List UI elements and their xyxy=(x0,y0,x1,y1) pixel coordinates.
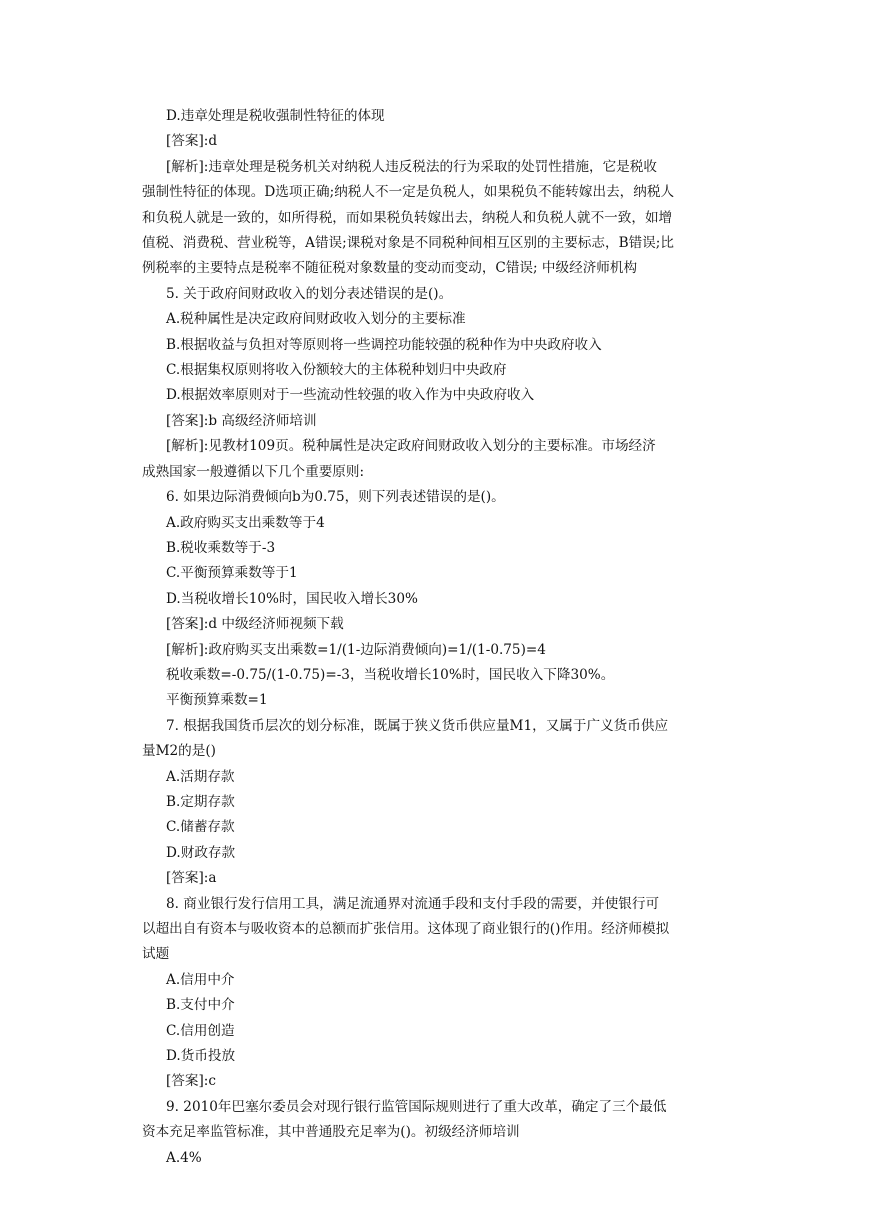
text-line: 税收乘数=-0.75/(1-0.75)=-3，当税收增长10%时，国民收入下降30%。 xyxy=(166,666,615,683)
text-line: C.根据集权原则将收入份额较大的主体税种划归中央政府 xyxy=(166,362,507,379)
text-line: 例税率的主要特点是税率不随征税对象数量的变动而变动，C错误; 中级经济师机构 xyxy=(142,260,638,277)
text-line: [答案]:d xyxy=(166,133,218,150)
text-line: D.财政存款 xyxy=(166,844,236,861)
text-line: 试题 xyxy=(142,946,170,963)
text-line: [答案]:a xyxy=(166,870,217,887)
text-line: D.货币投放 xyxy=(166,1048,236,1065)
text-line: A.活期存款 xyxy=(166,768,235,785)
text-line: 7. 根据我国货币层次的划分标准，既属于狭义货币供应量M1，又属于广义货币供应 xyxy=(166,717,669,734)
text-line: C.平衡预算乘数等于1 xyxy=(166,565,298,582)
text-line: 强制性特征的体现。D选项正确;纳税人不一定是负税人，如果税负不能转嫁出去，纳税人 xyxy=(142,184,675,201)
text-line: 8. 商业银行发行信用工具，满足流通界对流通手段和支付手段的需要，并使银行可 xyxy=(166,895,660,912)
text-line: 成熟国家一般遵循以下几个重要原则: xyxy=(142,463,365,480)
text-line: [答案]:b 高级经济师培训 xyxy=(166,412,317,429)
text-line: A.信用中介 xyxy=(166,971,235,988)
text-line: 5. 关于政府间财政收入的划分表述错误的是()。 xyxy=(166,285,453,302)
text-line: A.政府购买支出乘数等于4 xyxy=(166,514,325,531)
text-line: 平衡预算乘数=1 xyxy=(166,692,268,709)
text-line: [答案]:c xyxy=(166,1073,216,1090)
text-line: B.税收乘数等于-3 xyxy=(166,539,276,556)
text-line: 值税、消费税、营业税等，A错误;课税对象是不同税种间相互区别的主要标志，B错误;比 xyxy=(142,235,674,252)
text-line: 资本充足率监管标准，其中普通股充足率为()。初级经济师培训 xyxy=(142,1124,520,1141)
text-line: [答案]:d 中级经济师视频下载 xyxy=(166,616,344,633)
text-line: D.当税收增长10%时，国民收入增长30% xyxy=(166,590,418,607)
text-line: 以超出自有资本与吸收资本的总额而扩张信用。这体现了商业银行的()作用。经济师模拟 xyxy=(142,921,670,937)
text-line: B.定期存款 xyxy=(166,793,235,810)
text-line: [解析]:政府购买支出乘数=1/(1-边际消费倾向)=1/(1-0.75)=4 xyxy=(166,641,546,658)
text-line: 9. 2010年巴塞尔委员会对现行银行监管国际规则进行了重大改革，确定了三个最低 xyxy=(166,1098,667,1115)
text-line: A.税种属性是决定政府间财政收入划分的主要标准 xyxy=(166,311,466,328)
text-line: D.根据效率原则对于一些流动性较强的收入作为中央政府收入 xyxy=(166,387,535,404)
text-line: B.支付中介 xyxy=(166,997,235,1014)
text-line: A.4% xyxy=(166,1149,202,1166)
text-line: B.根据收益与负担对等原则将一些调控功能较强的税种作为中央政府收入 xyxy=(166,336,602,353)
text-line: D.违章处理是税收强制性特征的体现 xyxy=(166,108,385,124)
text-line: 量M2的是() xyxy=(142,743,216,760)
text-line: [解析]:见教材109页。税种属性是决定政府间财政收入划分的主要标准。市场经济 xyxy=(166,438,656,455)
text-line: C.信用创造 xyxy=(166,1022,235,1039)
text-line: 和负税人就是一致的，如所得税，而如果税负转嫁出去，纳税人和负税人就不一致，如增 xyxy=(142,209,673,226)
text-line: [解析]:违章处理是税务机关对纳税人违反税法的行为采取的处罚性措施，它是税收 xyxy=(166,158,657,175)
text-line: C.储蓄存款 xyxy=(166,819,235,836)
text-line: 6. 如果边际消费倾向b为0.75，则下列表述错误的是()。 xyxy=(166,489,505,506)
document-body xyxy=(142,104,728,1171)
